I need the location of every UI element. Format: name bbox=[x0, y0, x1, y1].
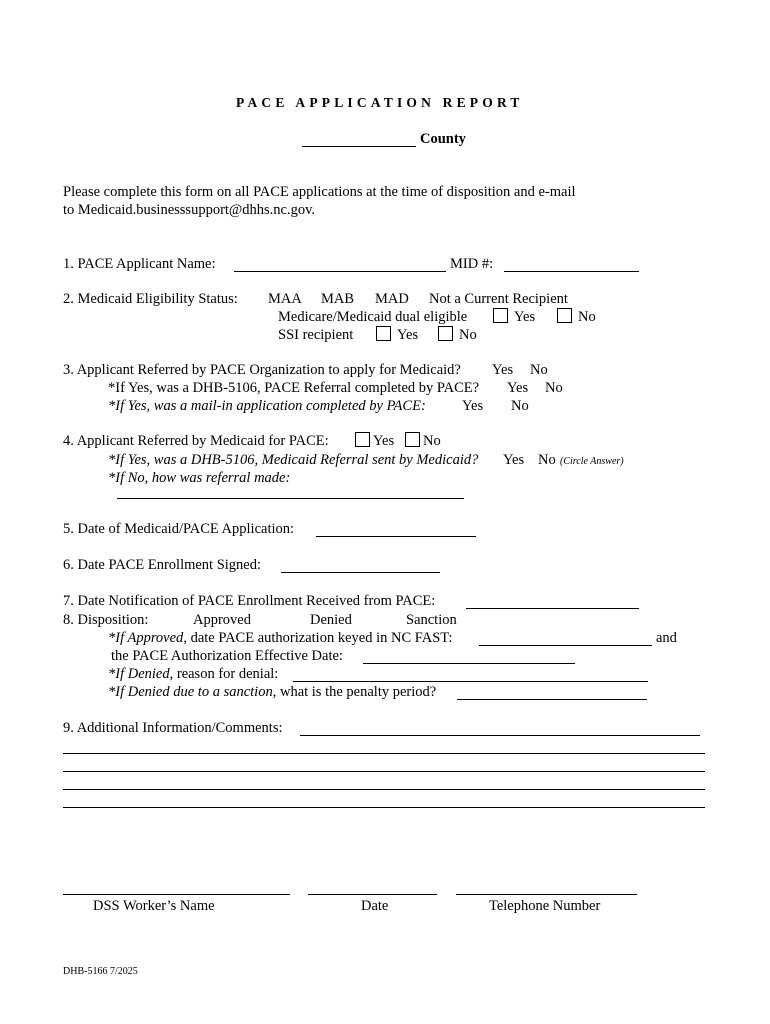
worker-name-field[interactable] bbox=[63, 894, 290, 895]
q4-line-3: *If No, how was referral made: bbox=[108, 470, 291, 486]
q4-2-yes[interactable]: Yes bbox=[503, 452, 525, 468]
q4-yes[interactable]: Yes bbox=[355, 432, 394, 450]
dual-yes[interactable]: Yes bbox=[493, 308, 535, 326]
q3-yes[interactable]: Yes bbox=[492, 362, 514, 378]
ssi-no[interactable]: No bbox=[438, 326, 477, 344]
q3-line-3: *If Yes, was a mail-in application completed by PACE: bbox=[108, 398, 426, 414]
penalty-period-field[interactable] bbox=[457, 699, 647, 700]
denial-reason-field[interactable] bbox=[293, 681, 648, 682]
dual-eligible-label: Medicare/Medicaid dual eligible bbox=[278, 309, 468, 325]
q3-line-2: *If Yes, was a DHB-5106, PACE Referral completed by PACE? bbox=[108, 380, 480, 396]
circle-answer-note: (Circle Answer) bbox=[560, 456, 624, 467]
dual-no-checkbox[interactable] bbox=[557, 308, 572, 323]
ssi-label: SSI recipient bbox=[278, 327, 354, 343]
county-field[interactable] bbox=[302, 146, 416, 147]
and-label: and bbox=[656, 630, 677, 646]
comments-field-3[interactable] bbox=[63, 771, 705, 772]
disposition-approved[interactable]: Approved bbox=[193, 612, 251, 628]
q3-3-yes[interactable]: Yes bbox=[462, 398, 484, 414]
applicant-name-field[interactable] bbox=[234, 271, 446, 272]
q3-no[interactable]: No bbox=[530, 362, 548, 378]
q4-no-checkbox[interactable] bbox=[405, 432, 420, 447]
q7-label: 7. Date Notification of PACE Enrollment Received from PACE: bbox=[63, 593, 436, 609]
q4-line-2: *If Yes, was a DHB-5106, Medicaid Referral sent by Medicaid? bbox=[108, 452, 479, 468]
effective-date-field[interactable] bbox=[363, 663, 575, 664]
comments-field-2[interactable] bbox=[63, 753, 705, 754]
q2-label: 2. Medicaid Eligibility Status: bbox=[63, 291, 238, 307]
form-id: DHB-5166 7/2025 bbox=[63, 966, 138, 977]
comments-field-1[interactable] bbox=[300, 735, 700, 736]
option-mab[interactable]: MAB bbox=[321, 291, 355, 307]
q8-label: 8. Disposition: bbox=[63, 612, 149, 628]
intro-line-1: Please complete this form on all PACE applications at the time of disposition and e-mail bbox=[63, 184, 576, 200]
q3-2-yes[interactable]: Yes bbox=[507, 380, 529, 396]
q1-label: 1. PACE Applicant Name: bbox=[63, 256, 216, 272]
mid-field[interactable] bbox=[504, 271, 639, 272]
dual-no[interactable]: No bbox=[557, 308, 596, 326]
q3-2-no[interactable]: No bbox=[545, 380, 563, 396]
referral-method-field[interactable] bbox=[117, 498, 464, 499]
q8-denied-line: *If Denied, reason for denial: bbox=[108, 666, 279, 682]
q3-line-1: 3. Applicant Referred by PACE Organization to apply for Medicaid? bbox=[63, 362, 461, 378]
q5-label: 5. Date of Medicaid/PACE Application: bbox=[63, 521, 295, 537]
option-maa[interactable]: MAA bbox=[268, 291, 302, 307]
q3-3-no[interactable]: No bbox=[511, 398, 529, 414]
ssi-yes[interactable]: Yes bbox=[376, 326, 418, 344]
ssi-no-checkbox[interactable] bbox=[438, 326, 453, 341]
worker-name-label: DSS Worker’s Name bbox=[93, 898, 215, 914]
nc-fast-date-field[interactable] bbox=[479, 645, 652, 646]
q9-label: 9. Additional Information/Comments: bbox=[63, 720, 283, 736]
intro-line-2: to Medicaid.businesssupport@dhhs.nc.gov. bbox=[63, 202, 316, 218]
q4-2-no[interactable]: No bbox=[538, 452, 556, 468]
ssi-yes-checkbox[interactable] bbox=[376, 326, 391, 341]
q8-approved-line: *If Approved, date PACE authorization keyed in NC FAST: bbox=[108, 630, 453, 646]
comments-field-5[interactable] bbox=[63, 807, 705, 808]
q6-label: 6. Date PACE Enrollment Signed: bbox=[63, 557, 262, 573]
dual-yes-checkbox[interactable] bbox=[493, 308, 508, 323]
q4-yes-checkbox[interactable] bbox=[355, 432, 370, 447]
q8-sanction-line: *If Denied due to a sanction, what is the penalty period? bbox=[108, 684, 437, 700]
option-not-current[interactable]: Not a Current Recipient bbox=[429, 291, 568, 307]
option-mad[interactable]: MAD bbox=[375, 291, 409, 307]
disposition-denied[interactable]: Denied bbox=[310, 612, 352, 628]
notification-date-field[interactable] bbox=[466, 608, 639, 609]
date-label: Date bbox=[361, 898, 389, 914]
comments-field-4[interactable] bbox=[63, 789, 705, 790]
disposition-sanction[interactable]: Sanction bbox=[406, 612, 457, 628]
county-label: County bbox=[420, 131, 466, 147]
signature-date-field[interactable] bbox=[308, 894, 437, 895]
effective-date-label: the PACE Authorization Effective Date: bbox=[111, 648, 343, 664]
q4-line-1: 4. Applicant Referred by Medicaid for PACE: bbox=[63, 433, 329, 449]
page-title: PACE APPLICATION REPORT bbox=[236, 95, 524, 110]
application-date-field[interactable] bbox=[316, 536, 476, 537]
q4-no[interactable]: No bbox=[405, 432, 441, 450]
mid-label: MID #: bbox=[450, 256, 494, 272]
enrollment-signed-date-field[interactable] bbox=[281, 572, 440, 573]
telephone-field[interactable] bbox=[456, 894, 637, 895]
telephone-label: Telephone Number bbox=[489, 898, 601, 914]
